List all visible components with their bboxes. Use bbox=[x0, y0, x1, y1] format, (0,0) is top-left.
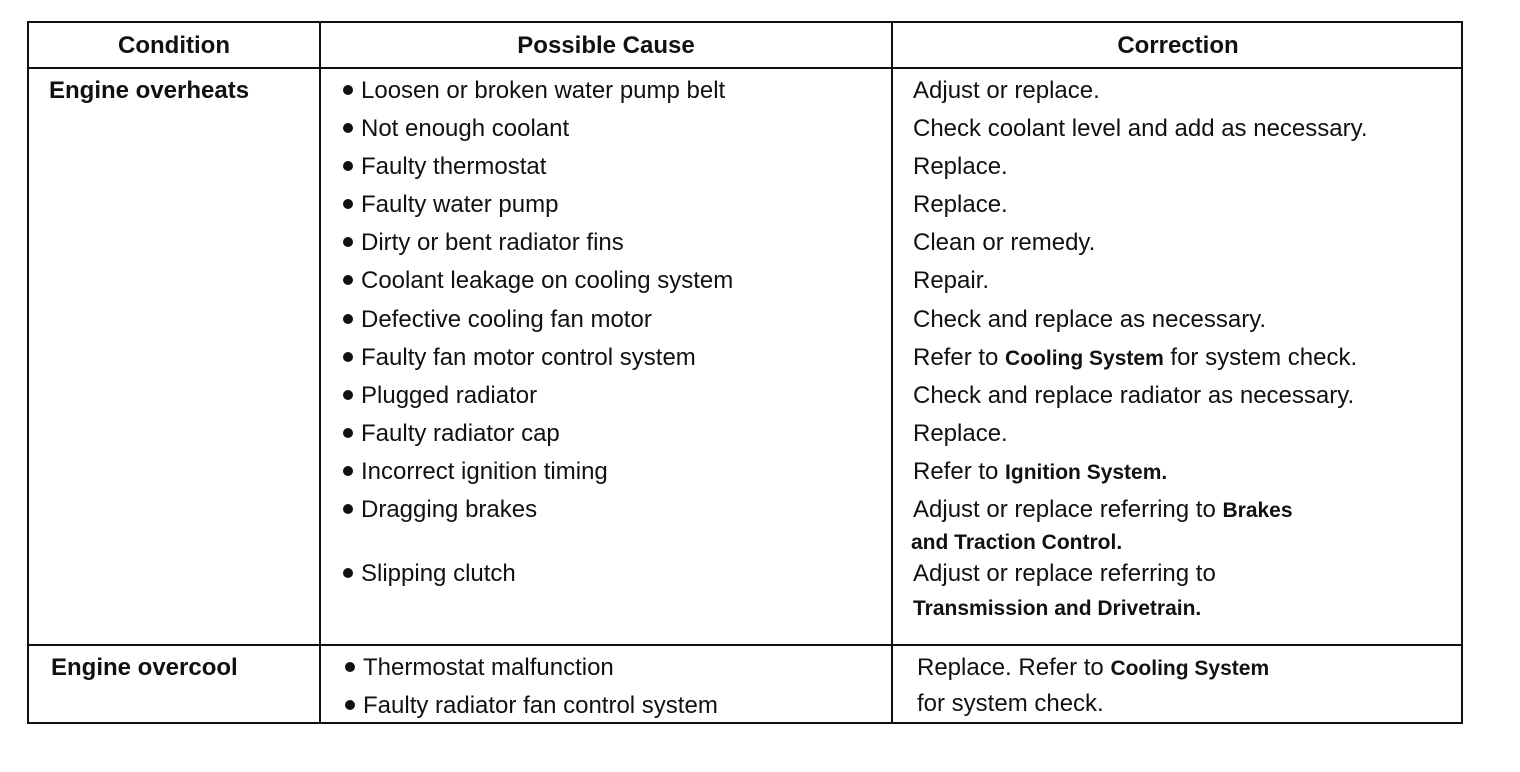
correction-item: Adjust or replace referring to Brakes bbox=[913, 496, 1293, 523]
correction-item-continued bbox=[911, 528, 1122, 556]
bullet-icon bbox=[345, 662, 355, 672]
bullet-icon bbox=[343, 504, 353, 514]
correction-item: Check and replace radiator as necessary. bbox=[913, 382, 1355, 409]
condition-engine-overcool: Engine overcool bbox=[51, 654, 238, 681]
bullet-icon bbox=[343, 466, 353, 476]
bullet-icon bbox=[343, 161, 353, 171]
section-reference: and Traction Control. bbox=[911, 531, 1123, 554]
troubleshooting-table bbox=[27, 21, 1463, 724]
cause-item: Defective cooling fan motor bbox=[343, 306, 652, 334]
bullet-icon bbox=[343, 428, 353, 438]
cause-item: Dirty or bent radiator fins bbox=[343, 229, 624, 257]
bullet-icon bbox=[343, 237, 353, 247]
correction-item-continued bbox=[913, 594, 1201, 622]
column-divider-2 bbox=[891, 23, 893, 722]
cause-item: Faulty radiator fan control system bbox=[345, 692, 718, 720]
cause-item: Incorrect ignition timing bbox=[343, 458, 608, 486]
correction-item: Replace. bbox=[913, 153, 1008, 180]
cause-item: Loosen or broken water pump belt bbox=[343, 77, 725, 105]
bullet-icon bbox=[343, 199, 353, 209]
bullet-icon bbox=[343, 352, 353, 362]
bullet-icon bbox=[343, 85, 353, 95]
cause-item: Coolant leakage on cooling system bbox=[343, 267, 733, 295]
column-divider-1 bbox=[319, 23, 321, 722]
section-divider bbox=[29, 644, 1461, 646]
cause-item: Faulty fan motor control system bbox=[343, 344, 696, 372]
cause-item: Thermostat malfunction bbox=[345, 654, 614, 682]
section-reference: Ignition System. bbox=[1005, 461, 1168, 484]
header-correction: Correction bbox=[1117, 32, 1239, 59]
correction-item: Check and replace as necessary. bbox=[913, 306, 1267, 333]
cause-item: Faulty thermostat bbox=[343, 153, 546, 181]
bullet-icon bbox=[343, 275, 353, 285]
correction-item: Refer to Cooling System for system check. bbox=[913, 344, 1358, 371]
section-reference: Transmission and Drivetrain. bbox=[913, 597, 1202, 620]
correction-item: Adjust or replace referring to bbox=[913, 560, 1216, 587]
correction-item: Replace. Refer to Cooling System bbox=[917, 654, 1270, 681]
section-reference: Brakes bbox=[1222, 499, 1293, 522]
bullet-icon bbox=[343, 568, 353, 578]
bullet-icon bbox=[343, 123, 353, 133]
cause-item: Faulty radiator cap bbox=[343, 420, 560, 448]
cause-item: Not enough coolant bbox=[343, 115, 569, 143]
correction-item: Check coolant level and add as necessary. bbox=[913, 115, 1368, 142]
bullet-icon bbox=[343, 390, 353, 400]
header-possible-cause: Possible Cause bbox=[517, 32, 695, 59]
cause-item: Plugged radiator bbox=[343, 382, 537, 410]
correction-item: Adjust or replace. bbox=[913, 77, 1100, 104]
correction-item: Replace. bbox=[913, 191, 1008, 218]
bullet-icon bbox=[345, 700, 355, 710]
header-condition: Condition bbox=[118, 32, 230, 59]
cause-item: Dragging brakes bbox=[343, 496, 537, 524]
correction-item-continued: for system check. bbox=[917, 690, 1104, 717]
correction-item: Clean or remedy. bbox=[913, 229, 1096, 256]
condition-engine-overheats: Engine overheats bbox=[49, 77, 250, 104]
correction-item: Refer to Ignition System. bbox=[913, 458, 1168, 485]
cause-item: Slipping clutch bbox=[343, 560, 516, 588]
section-reference: Cooling System bbox=[1110, 657, 1270, 680]
bullet-icon bbox=[343, 314, 353, 324]
correction-item: Replace. bbox=[913, 420, 1008, 447]
cause-item: Faulty water pump bbox=[343, 191, 558, 219]
correction-item: Repair. bbox=[913, 267, 990, 294]
section-reference: Cooling System bbox=[1005, 347, 1164, 370]
